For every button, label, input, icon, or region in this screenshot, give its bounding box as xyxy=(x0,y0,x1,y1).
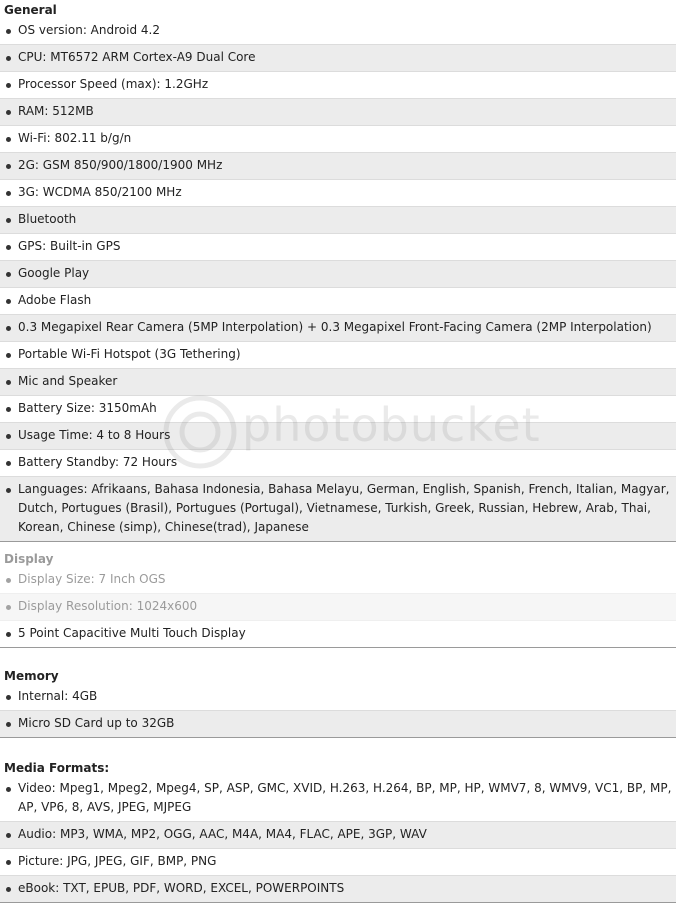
list-item: Battery Standby: 72 Hours xyxy=(0,450,676,477)
list-item: 0.3 Megapixel Rear Camera (5MP Interpolation) + 0.3 Megapixel Front-Facing Camera (2MP Interpolation) xyxy=(0,315,676,342)
list-item: Adobe Flash xyxy=(0,288,676,315)
list-item: Display Resolution: 1024x600 xyxy=(0,594,676,621)
general-list xyxy=(0,18,676,542)
list-item: Languages: Afrikaans, Bahasa Indonesia, Bahasa Melayu, German, English, Spanish, French, Italian, Magyar, Dutch, Portugues (Brasil), Portugues (Portugal), Vietnamese, Turkish, Greek, Russian, Hebrew, Arab, Thai, Korean, Chinese (simp), Chinese(trad), Japanese xyxy=(0,477,676,542)
list-item: Picture: JPG, JPEG, GIF, BMP, PNG xyxy=(0,849,676,876)
list-item: Bluetooth xyxy=(0,207,676,234)
list-item: Processor Speed (max): 1.2GHz xyxy=(0,72,676,99)
list-item: 2G: GSM 850/900/1800/1900 MHz xyxy=(0,153,676,180)
list-item: Wi-Fi: 802.11 b/g/n xyxy=(0,126,676,153)
general-heading: General xyxy=(4,3,57,17)
memory-heading: Memory xyxy=(4,669,59,683)
display-heading: Display xyxy=(4,552,54,566)
list-item: 3G: WCDMA 850/2100 MHz xyxy=(0,180,676,207)
list-item: RAM: 512MB xyxy=(0,99,676,126)
list-item: Micro SD Card up to 32GB xyxy=(0,711,676,738)
list-item: 5 Point Capacitive Multi Touch Display xyxy=(0,621,676,648)
list-item: Battery Size: 3150mAh xyxy=(0,396,676,423)
media-heading: Media Formats: xyxy=(4,761,110,775)
list-item: Display Size: 7 Inch OGS xyxy=(0,567,676,594)
list-item: eBook: TXT, EPUB, PDF, WORD, EXCEL, POWERPOINTS xyxy=(0,876,676,903)
memory-list xyxy=(0,684,676,738)
list-item: Audio: MP3, WMA, MP2, OGG, AAC, M4A, MA4, FLAC, APE, 3GP, WAV xyxy=(0,822,676,849)
display-section xyxy=(0,552,678,648)
list-item: Mic and Speaker xyxy=(0,369,676,396)
list-item: Google Play xyxy=(0,261,676,288)
media-section xyxy=(0,761,678,903)
list-item: Usage Time: 4 to 8 Hours xyxy=(0,423,676,450)
memory-section xyxy=(0,669,678,738)
list-item: Portable Wi-Fi Hotspot (3G Tethering) xyxy=(0,342,676,369)
list-item: Internal: 4GB xyxy=(0,684,676,711)
list-item: Video: Mpeg1, Mpeg2, Mpeg4, SP, ASP, GMC, XVID, H.263, H.264, BP, MP, HP, WMV7, 8, WMV9, VC1, BP, MP, AP, VP6, 8, AVS, JPEG, MJPEG xyxy=(0,776,676,822)
list-item: GPS: Built-in GPS xyxy=(0,234,676,261)
general-section xyxy=(0,3,678,542)
list-item: CPU: MT6572 ARM Cortex-A9 Dual Core xyxy=(0,45,676,72)
media-list xyxy=(0,776,676,903)
display-list xyxy=(0,567,676,648)
list-item: OS version: Android 4.2 xyxy=(0,18,676,45)
